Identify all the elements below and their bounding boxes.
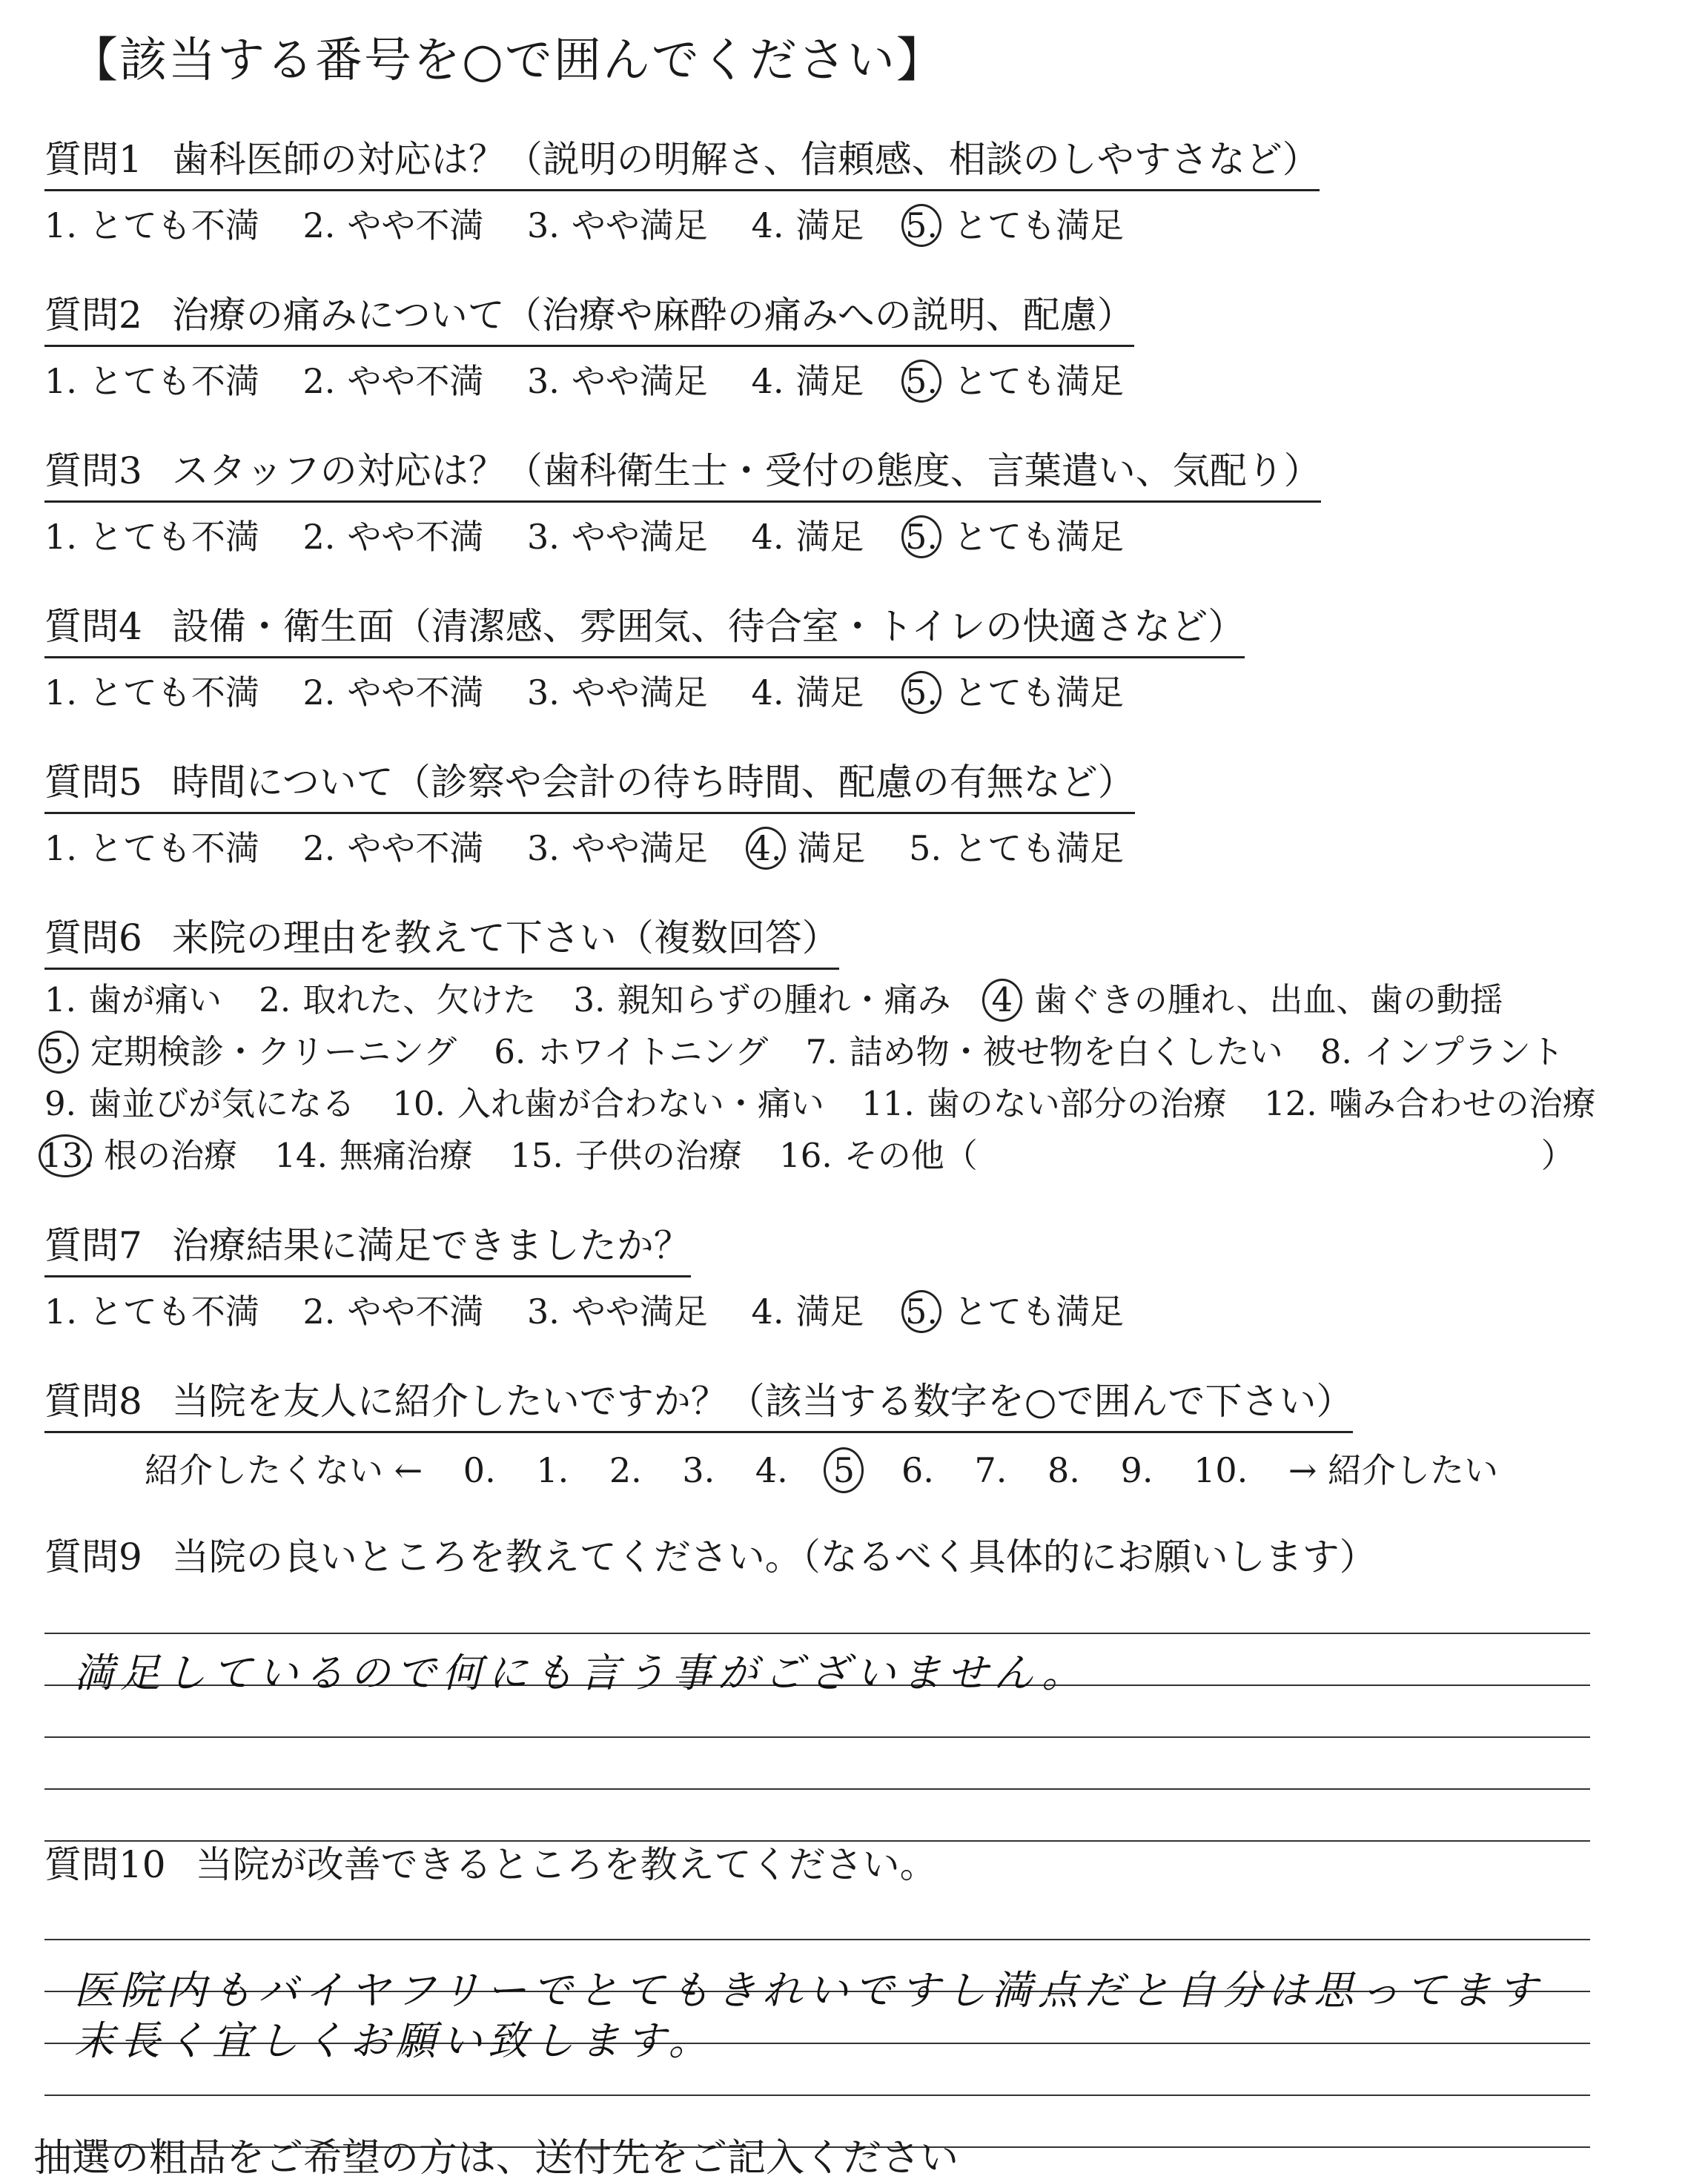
option-3[interactable]: 3. やや満足 — [527, 517, 708, 557]
reason-options — [41, 974, 1661, 1182]
reason-7[interactable]: 7. 詰め物・被せ物を白くしたい — [805, 1032, 1283, 1071]
question-10 — [44, 1835, 1661, 2148]
reason-1[interactable]: 1. 歯が痛い — [44, 980, 222, 1019]
option-5-selected[interactable]: 5. とても満足 — [907, 1285, 1124, 1334]
option-5-selected[interactable]: 5. とても満足 — [907, 666, 1124, 715]
question-5-heading: 質問5 時間について（診察や会計の待ち時間、配慮の有無など） — [44, 753, 1135, 814]
option-1[interactable]: 1. とても不満 — [44, 828, 259, 868]
scale-5-selected[interactable]: 5 — [824, 1447, 864, 1493]
option-2[interactable]: 2. やや不満 — [302, 1292, 484, 1332]
option-2[interactable]: 2. やや不満 — [302, 205, 484, 245]
option-2[interactable]: 2. やや不満 — [302, 517, 484, 557]
question-4-heading: 質問4 設備・衛生面（清潔感、雰囲気、待合室・トイレの快適さなど） — [44, 597, 1245, 658]
scale-10[interactable]: 10. — [1194, 1450, 1248, 1490]
question-9-heading: 質問9 当院の良いところを教えてください。（なるべく具体的にお願いします） — [44, 1535, 1377, 1578]
reason-13-selected[interactable]: 13. 根の治療 — [44, 1130, 237, 1182]
scale-7[interactable]: 7. — [974, 1450, 1007, 1490]
scale-0[interactable]: 0. — [463, 1450, 496, 1490]
reason-8[interactable]: 8. インプラント — [1320, 1032, 1564, 1071]
scale-4[interactable]: 4. — [755, 1450, 788, 1490]
reason-11[interactable]: 11. 歯のない部分の治療 — [861, 1084, 1227, 1123]
scale-9[interactable]: 9. — [1120, 1450, 1153, 1490]
question-8-heading: 質問8 当院を友人に紹介したいですか？（該当する数字を○で囲んで下さい） — [44, 1372, 1353, 1433]
scale-2[interactable]: 2. — [609, 1450, 642, 1490]
option-4-selected[interactable]: 4. 満足 — [752, 821, 866, 870]
question-4 — [44, 597, 1661, 715]
option-4[interactable]: 4. 満足 — [751, 672, 864, 713]
scale-right-label: → 紹介したい — [1288, 1450, 1499, 1490]
option-1[interactable]: 1. とても不満 — [44, 361, 259, 401]
reason-4-selected[interactable]: 4 歯ぐきの腫れ、出血、歯の動揺 — [988, 974, 1503, 1026]
rating-options — [44, 1285, 1661, 1334]
option-1[interactable]: 1. とても不満 — [44, 1292, 259, 1332]
option-3[interactable]: 3. やや満足 — [527, 1292, 708, 1332]
question-text: 歯科医師の対応は？（説明の明解さ、信頼感、相談のしやすさなど） — [171, 138, 1320, 181]
handwritten-answer-line-2: 末長く宜しくお願い致します。 — [74, 2017, 715, 2064]
handwritten-answer: 満足しているので何にも言う事がございません。 — [74, 1650, 1088, 1696]
question-6-heading: 質問6 来院の理由を教えて下さい（複数回答） — [44, 908, 839, 970]
reason-16-other[interactable]: 16. その他（ ） — [779, 1136, 1575, 1175]
reason-6[interactable]: 6. ホワイトニング — [494, 1032, 769, 1071]
rating-options — [44, 666, 1661, 715]
question-5 — [44, 753, 1661, 870]
option-2[interactable]: 2. やや不満 — [302, 828, 484, 868]
reason-2[interactable]: 2. 取れた、欠けた — [259, 980, 537, 1019]
option-1[interactable]: 1. とても不満 — [44, 205, 259, 245]
rating-options — [44, 821, 1661, 870]
reason-10[interactable]: 10. 入れ歯が合わない・痛い — [392, 1084, 824, 1123]
rating-options — [44, 354, 1661, 403]
scale-3[interactable]: 3. — [682, 1450, 715, 1490]
question-2 — [44, 285, 1661, 403]
rating-options — [44, 199, 1661, 248]
option-5-selected[interactable]: 5. とても満足 — [907, 354, 1124, 403]
reason-5-selected[interactable]: 5. 定期検診・クリーニング — [44, 1026, 457, 1078]
option-3[interactable]: 3. やや満足 — [527, 828, 708, 868]
option-4[interactable]: 4. 満足 — [751, 1292, 864, 1332]
option-5-selected[interactable]: 5. とても満足 — [907, 510, 1124, 559]
question-1-heading — [44, 130, 1320, 191]
reason-9[interactable]: 9. 歯並びが気になる — [44, 1084, 355, 1123]
option-4[interactable]: 4. 満足 — [751, 205, 864, 245]
rating-options — [44, 510, 1661, 559]
scale-6[interactable]: 6. — [901, 1450, 934, 1490]
question-7-heading: 質問7 治療結果に満足できましたか？ — [44, 1216, 691, 1277]
option-5[interactable]: 5. とても満足 — [909, 828, 1125, 868]
reason-15[interactable]: 15. 子供の治療 — [510, 1136, 742, 1175]
scale-8[interactable]: 8. — [1047, 1450, 1080, 1490]
option-3[interactable]: 3. やや満足 — [527, 205, 708, 245]
option-1[interactable]: 1. とても不満 — [44, 517, 259, 557]
option-2[interactable]: 2. やや不満 — [302, 672, 484, 713]
answer-lines[interactable] — [44, 1888, 1590, 2148]
page-title: 【該当する番号を○で囲んでください】 — [70, 33, 945, 88]
question-7 — [44, 1216, 1661, 1334]
question-10-heading: 質問10 当院が改善できるところを教えてください。 — [44, 1843, 937, 1886]
option-4[interactable]: 4. 満足 — [751, 361, 864, 401]
scale-1[interactable]: 1. — [536, 1450, 569, 1490]
option-1[interactable]: 1. とても不満 — [44, 672, 259, 713]
question-3-heading: 質問3 スタッフの対応は？（歯科衛生士・受付の態度、言葉遣い、気配り） — [44, 441, 1321, 503]
question-6 — [41, 908, 1661, 1182]
reason-3[interactable]: 3. 親知らずの腫れ・痛み — [573, 980, 951, 1019]
question-3 — [44, 441, 1661, 559]
footer-note: 抽選の粗品をご希望の方は、送付先をご記入ください — [33, 2136, 959, 2181]
reason-14[interactable]: 14. 無痛治療 — [274, 1136, 473, 1175]
question-8 — [44, 1372, 1661, 1493]
question-9 — [44, 1527, 1661, 1842]
option-4[interactable]: 4. 満足 — [751, 517, 864, 557]
question-1 — [44, 130, 1661, 248]
option-2[interactable]: 2. やや不満 — [302, 361, 484, 401]
option-3[interactable]: 3. やや満足 — [527, 672, 708, 713]
option-5-selected[interactable]: 5. とても満足 — [907, 199, 1124, 248]
answer-lines[interactable] — [44, 1582, 1590, 1842]
option-3[interactable]: 3. やや満足 — [527, 361, 708, 401]
question-number: 質問1 — [44, 138, 142, 181]
scale-left-label: 紹介したくない ← — [145, 1450, 423, 1490]
handwritten-answer-line-1: 医院内もバイヤフリーでとてもきれいですし満点だと自分は思ってます — [74, 1967, 1543, 2014]
recommend-scale — [145, 1444, 1661, 1493]
question-2-heading: 質問2 治療の痛みについて（治療や麻酔の痛みへの説明、配慮） — [44, 285, 1134, 347]
reason-12[interactable]: 12. 噛み合わせの治療 — [1264, 1084, 1596, 1123]
